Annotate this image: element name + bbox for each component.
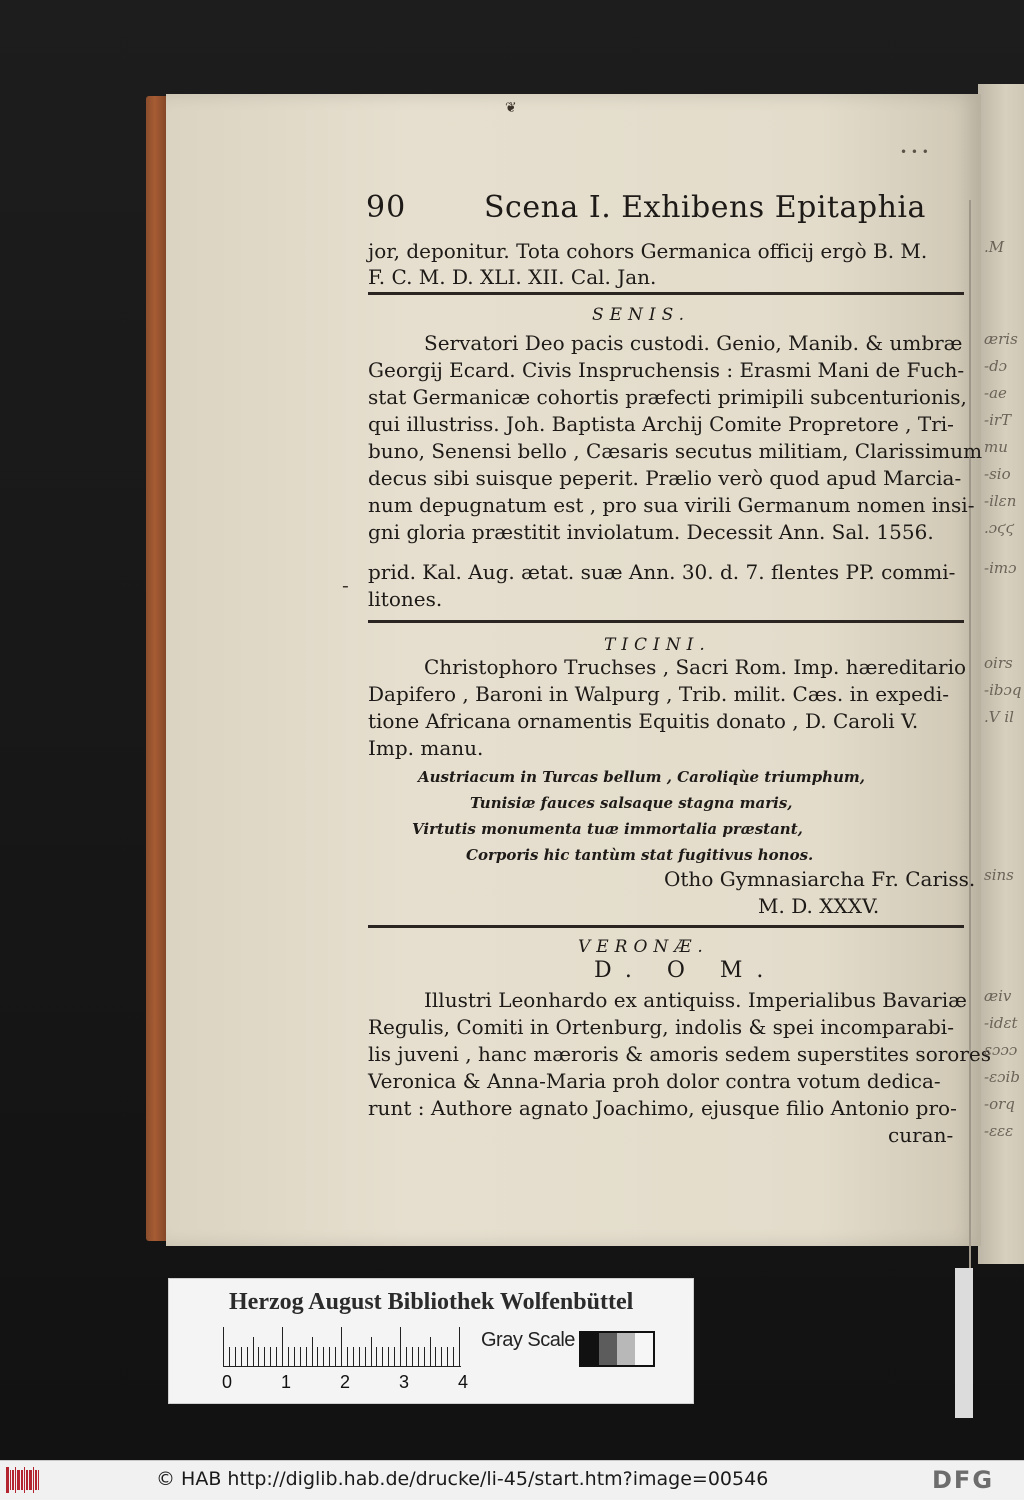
logo-bar — [10, 1470, 11, 1490]
ruler-tick — [435, 1347, 436, 1367]
ruler-tick — [288, 1347, 289, 1367]
bleed-text: -orq — [984, 1095, 1015, 1113]
verse-line: Virtutis monumenta tuæ immortalia præstant, — [412, 820, 803, 838]
page-number: 90 — [366, 190, 407, 225]
facing-page-edge — [978, 84, 1024, 1264]
paper-strip — [955, 1268, 973, 1418]
ruler-tick — [312, 1337, 313, 1367]
text-line: Veronica & Anna-Maria proh dolor contra votum dedica- — [368, 1069, 941, 1093]
library-scale-card — [168, 1278, 694, 1404]
viewer-footer — [0, 1460, 1024, 1500]
gray-swatch — [617, 1333, 635, 1365]
bleed-text: .V il — [984, 708, 1014, 726]
measurement-ruler — [223, 1327, 461, 1367]
ruler-number: 2 — [340, 1372, 351, 1392]
ruler-tick — [394, 1347, 395, 1367]
bleed-text: -ibɔq — [984, 681, 1022, 699]
ruler-tick — [418, 1347, 419, 1367]
logo-bar — [24, 1467, 25, 1493]
ruler-tick — [424, 1347, 425, 1367]
ruler-tick — [400, 1327, 401, 1367]
text-line: Illustri Leonhardo ex antiquiss. Imperialibus Bavariæ — [424, 988, 967, 1012]
ruler-tick — [294, 1347, 295, 1367]
ruler-tick — [406, 1347, 407, 1367]
gray-scale-label: Gray Scale — [481, 1329, 575, 1351]
section-title-senis: SENIS. — [592, 305, 691, 325]
logo-bar — [15, 1467, 16, 1493]
decorative-dots: • • • — [900, 145, 929, 159]
ruler-tick — [241, 1347, 242, 1367]
bleed-text: .M — [984, 238, 1005, 256]
copyright-link[interactable]: © HAB http://diglib.hab.de/drucke/li-45/start.htm?image=00546 — [156, 1468, 769, 1490]
ruler-number: 1 — [281, 1372, 292, 1392]
bleed-text: ɛɔɔɔ — [984, 1041, 1018, 1059]
gray-swatch — [581, 1333, 599, 1365]
ruler-tick — [223, 1327, 224, 1367]
ruler-tick — [371, 1337, 372, 1367]
ruler-tick — [447, 1347, 448, 1367]
ruler-tick — [306, 1347, 307, 1367]
bleed-text: -irT — [984, 411, 1012, 429]
text-line: Dapifero , Baroni in Walpurg , Trib. milit. Cæs. in expedi- — [368, 682, 949, 706]
text-line: runt : Authore agnato Joachimo, ejusque filio Antonio pro- — [368, 1096, 957, 1120]
text-line: gni gloria præstitit inviolatum. Decessit Ann. Sal. 1556. — [368, 520, 934, 544]
ruler-tick — [441, 1347, 442, 1367]
logo-bar — [21, 1470, 23, 1490]
signature-date: M. D. XXXV. — [758, 894, 880, 918]
ruler-tick — [329, 1347, 330, 1367]
ruler-tick — [300, 1347, 301, 1367]
ruler-tick — [347, 1347, 348, 1367]
bleed-text: -ɛɔib — [984, 1068, 1020, 1086]
book-edge — [146, 96, 168, 1241]
ruler-tick — [430, 1337, 431, 1367]
ruler-tick — [282, 1327, 283, 1367]
logo-bar — [6, 1467, 9, 1493]
ruler-tick — [382, 1347, 383, 1367]
text-line: lis juveni , hanc mæroris & amoris sedem superstites sorores — [368, 1042, 991, 1066]
catchword: curan- — [888, 1123, 954, 1147]
text-line: prid. Kal. Aug. ætat. suæ Ann. 30. d. 7. flentes PP. commi- — [368, 560, 956, 584]
verse-line: Corporis hic tantùm stat fugitivus honos. — [466, 846, 814, 864]
verse-line: Austriacum in Turcas bellum , Caroliqùe triumphum, — [418, 768, 866, 786]
logo-bar — [17, 1470, 20, 1490]
text-line: tione Africana ornamentis Equitis donato , D. Caroli V. — [368, 709, 919, 733]
logo-bar — [12, 1470, 14, 1490]
section-rule — [368, 292, 964, 295]
verse-line: Tunisiæ fauces salsaque stagna maris, — [470, 794, 793, 812]
ruler-tick — [453, 1347, 454, 1367]
page-fold-line — [969, 200, 971, 1280]
ruler-tick — [359, 1347, 360, 1367]
ruler-number: 4 — [458, 1372, 469, 1392]
logo-bar — [26, 1470, 28, 1490]
bleed-text: -dɔ — [984, 357, 1008, 375]
ruler-tick — [270, 1347, 271, 1367]
text-line: Servatori Deo pacis custodi. Genio, Manib. & umbræ — [424, 331, 963, 355]
bleed-text: æiv — [984, 987, 1012, 1005]
ruler-tick — [247, 1347, 248, 1367]
section-rule — [368, 620, 964, 623]
section-subtitle-dom: D. O M. — [594, 958, 778, 983]
text-line: stat Germanicæ cohortis præfecti primipili subcenturionis, — [368, 385, 967, 409]
ruler-number: 0 — [222, 1372, 233, 1392]
ruler-tick — [459, 1327, 460, 1367]
ruler-tick — [376, 1347, 377, 1367]
section-title-veronae: VERONÆ. — [578, 937, 709, 957]
bleed-text: oirs — [984, 654, 1013, 672]
ruler-tick — [264, 1347, 265, 1367]
ruler-tick — [335, 1347, 336, 1367]
intro-line: F. C. M. D. XLI. XII. Cal. Jan. — [368, 265, 657, 289]
ruler-tick — [353, 1347, 354, 1367]
ruler-tick — [317, 1347, 318, 1367]
section-title-ticini: TICINI. — [604, 635, 711, 655]
hab-logo-icon — [6, 1467, 46, 1493]
bleed-text: mu — [984, 438, 1008, 456]
text-line: buno, Senensi bello , Cæsaris secutus militiam, Clarissimum — [368, 439, 983, 463]
bleed-text: .ɔϛϛ — [984, 519, 1014, 537]
text-line: qui illustriss. Joh. Baptista Archij Comite Propretore , Tri- — [368, 412, 954, 436]
ruler-tick — [388, 1347, 389, 1367]
ruler-tick — [341, 1327, 342, 1367]
ruler-tick — [253, 1337, 254, 1367]
ruler-tick — [323, 1347, 324, 1367]
bleed-text: sins — [984, 866, 1014, 884]
ruler-tick — [258, 1347, 259, 1367]
bleed-text: -ilɛn — [984, 492, 1017, 510]
bleed-text: -idɛt — [984, 1014, 1018, 1032]
bleed-text: æris — [984, 330, 1018, 348]
ruler-tick — [235, 1347, 236, 1367]
logo-bar — [33, 1467, 34, 1493]
text-line: Imp. manu. — [368, 736, 484, 760]
dfg-logo: DFG — [932, 1466, 995, 1494]
gray-swatch — [635, 1333, 653, 1365]
gray-scale-swatch — [579, 1331, 655, 1367]
gray-swatch — [599, 1333, 617, 1365]
margin-mark: - — [342, 573, 349, 597]
library-title: Herzog August Bibliothek Wolfenbüttel — [229, 1289, 634, 1315]
intro-line: jor, deponitur. Tota cohors Germanica officij ergò B. M. — [368, 239, 928, 263]
ruler-tick — [276, 1347, 277, 1367]
bleed-text: -imɔ — [984, 559, 1017, 577]
text-line: Regulis, Comiti in Ortenburg, indolis & spei incomparabi- — [368, 1015, 954, 1039]
logo-bar — [38, 1470, 39, 1490]
ruler-tick — [412, 1347, 413, 1367]
ornament-icon: ❦ — [505, 100, 517, 116]
bleed-text: -sio — [984, 465, 1011, 483]
signature: Otho Gymnasiarcha Fr. Cariss. — [664, 867, 976, 891]
logo-bar — [29, 1470, 32, 1490]
bleed-text: -ae — [984, 384, 1007, 402]
bleed-text: -ɛɛɛ — [984, 1122, 1014, 1140]
logo-bar — [35, 1470, 37, 1490]
text-line: litones. — [368, 587, 443, 611]
ruler-tick — [365, 1347, 366, 1367]
text-line: Georgij Ecard. Civis Inspruchensis : Erasmi Mani de Fuch- — [368, 358, 965, 382]
text-line: decus sibi suisque peperit. Prælio verò quod apud Marcia- — [368, 466, 962, 490]
ruler-number: 3 — [399, 1372, 410, 1392]
text-line: num depugnatum est , pro sua virili Germanum nomen insi- — [368, 493, 975, 517]
section-rule — [368, 925, 964, 928]
running-head: Scena I. Exhibens Epitaphia — [484, 190, 926, 225]
text-line: Christophoro Truchses , Sacri Rom. Imp. hæreditario — [424, 655, 967, 679]
page-header — [366, 190, 966, 234]
ruler-tick — [229, 1347, 230, 1367]
